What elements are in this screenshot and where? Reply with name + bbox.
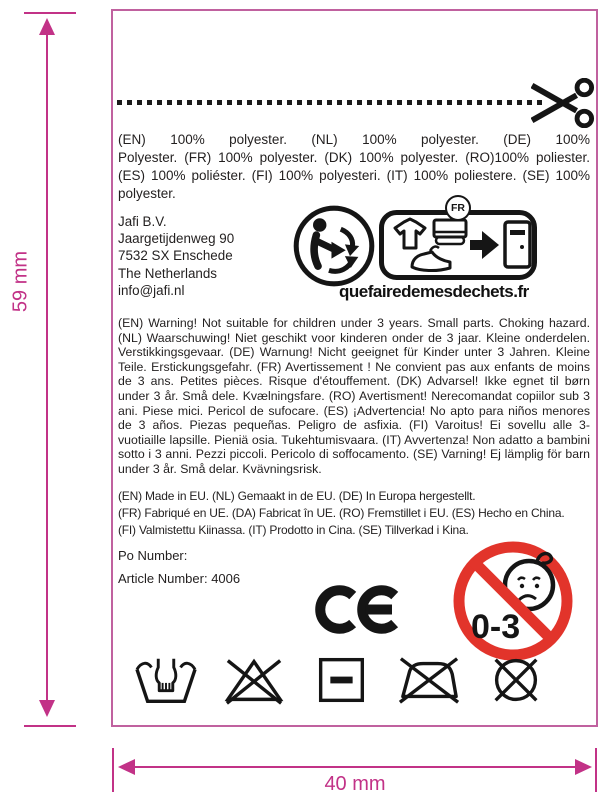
width-dim-left-tick [112,748,114,792]
order-numbers [118,548,240,593]
hand-wash-icon [135,654,197,706]
triman-recycling-icon [292,204,376,288]
text-line: (FI) Valmistettu Kiinassa. (IT) Prodotto in Cina. (SE) Tillverkad i Kina. [118,522,469,537]
text-line: (EN) 100% polyester. (NL) 100% polyester. (DE) 100% [118,132,590,147]
article-number-label: Article Number: 4006 [118,570,241,586]
height-dim-bottom-tick [24,725,76,727]
po-number-label: Po Number: [118,548,188,563]
do-not-iron-icon [398,654,460,706]
width-dim-arrow-left [118,759,135,775]
dry-flat-icon [310,654,372,706]
ce-mark-icon [315,583,399,636]
scissors-icon [531,78,595,128]
made-in-paragraph [118,488,564,539]
height-dim-arrow-down [39,700,55,717]
care-label [111,9,598,727]
text-line: The Netherlands [118,265,217,281]
text-line: Jaargetijdenweg 90 [118,231,235,247]
warning-paragraph: (EN) Warning! Not suitable for children under 3 years. Small parts. Choking hazard. (NL) Waarschuwing! Niet geschikt voor kinderen onder de 3 jaar. Kleine onderdelen. Verstikkingsgevaar. (DE) Warnung! Nicht geeignet für Kinder unter 3 Jahren. Kleine Teile. Erstickungsgefahr. (FR) Avertissement ! Ne convient pas aux enfants de moins de 3 ans. Petites pièces. Risque d'étouffement. (DK) Advarsel! Ikke egnet til børn under 3 år. Små dele. Kvælningsfare. (RO) Avertisment! Nerecomandat copiilor sub 3 ani. Piese mici. Pericol de sufocare. (ES) ¡Advertencia! No apto para niños menores de 3 años. Piezas pequeñas. Peligro de asfixia. (FI) Varoitus! Ei sovellu alle 3-vuotiaille lapsille. Pieniä osia. Tukehtumisvaara. (IT) Avvertenza! Non adatto a bambini sotto i 3 anni. Pezzi piccoli. Pericolo di soffocamento. (SE) Varning! Ej lämplig för barn under 3 år. Små delar. Kvävningsrisk. [118,316,590,476]
manufacturer-address [118,213,234,299]
text-line: (FR) Fabriqué en UE. (DA) Fabricat în UE. (RO) Fremstillet i EU. (ES) Hecho en China. [118,505,565,520]
width-dim-right-tick [595,748,597,792]
text-line: polyester. [118,186,176,202]
width-dim-label: 40 mm [324,773,386,795]
fr-badge [445,195,471,221]
height-dim-arrow-up [39,18,55,35]
fr-badge-label: FR [451,202,465,214]
width-dim-line [134,766,582,768]
text-line: info@jafi.nl [118,282,185,298]
composition-paragraph [118,131,590,203]
age-range-text: 0-3 [471,608,521,646]
care-symbols-row [135,654,547,706]
text-line: (EN) Made in EU. (NL) Gemaakt in de EU. (DE) In Europa hergestellt. [118,489,476,503]
text-line: 7532 SX Enschede [118,248,233,264]
text-line: Jafi B.V. [118,214,167,229]
text-line: (ES) 100% poliéster. (FI) 100% polyesteri. (IT) 100% poliestere. (SE) 100% [118,168,590,184]
height-dim-line [46,32,48,704]
width-dim-arrow-right [575,759,592,775]
recycling-website-text: quefairedemesdechets.fr [339,282,529,301]
text-line: Polyester. (FR) 100% polyester. (DK) 100% polyester. (RO)100% poliester. [118,150,590,166]
cut-dashed-line [117,100,545,105]
height-dim-label: 59 mm [9,250,32,313]
height-dim-top-tick [24,12,76,14]
age-warning-0-3-icon [449,537,577,665]
do-not-bleach-icon [223,654,285,706]
do-not-dry-clean-icon [485,654,547,706]
